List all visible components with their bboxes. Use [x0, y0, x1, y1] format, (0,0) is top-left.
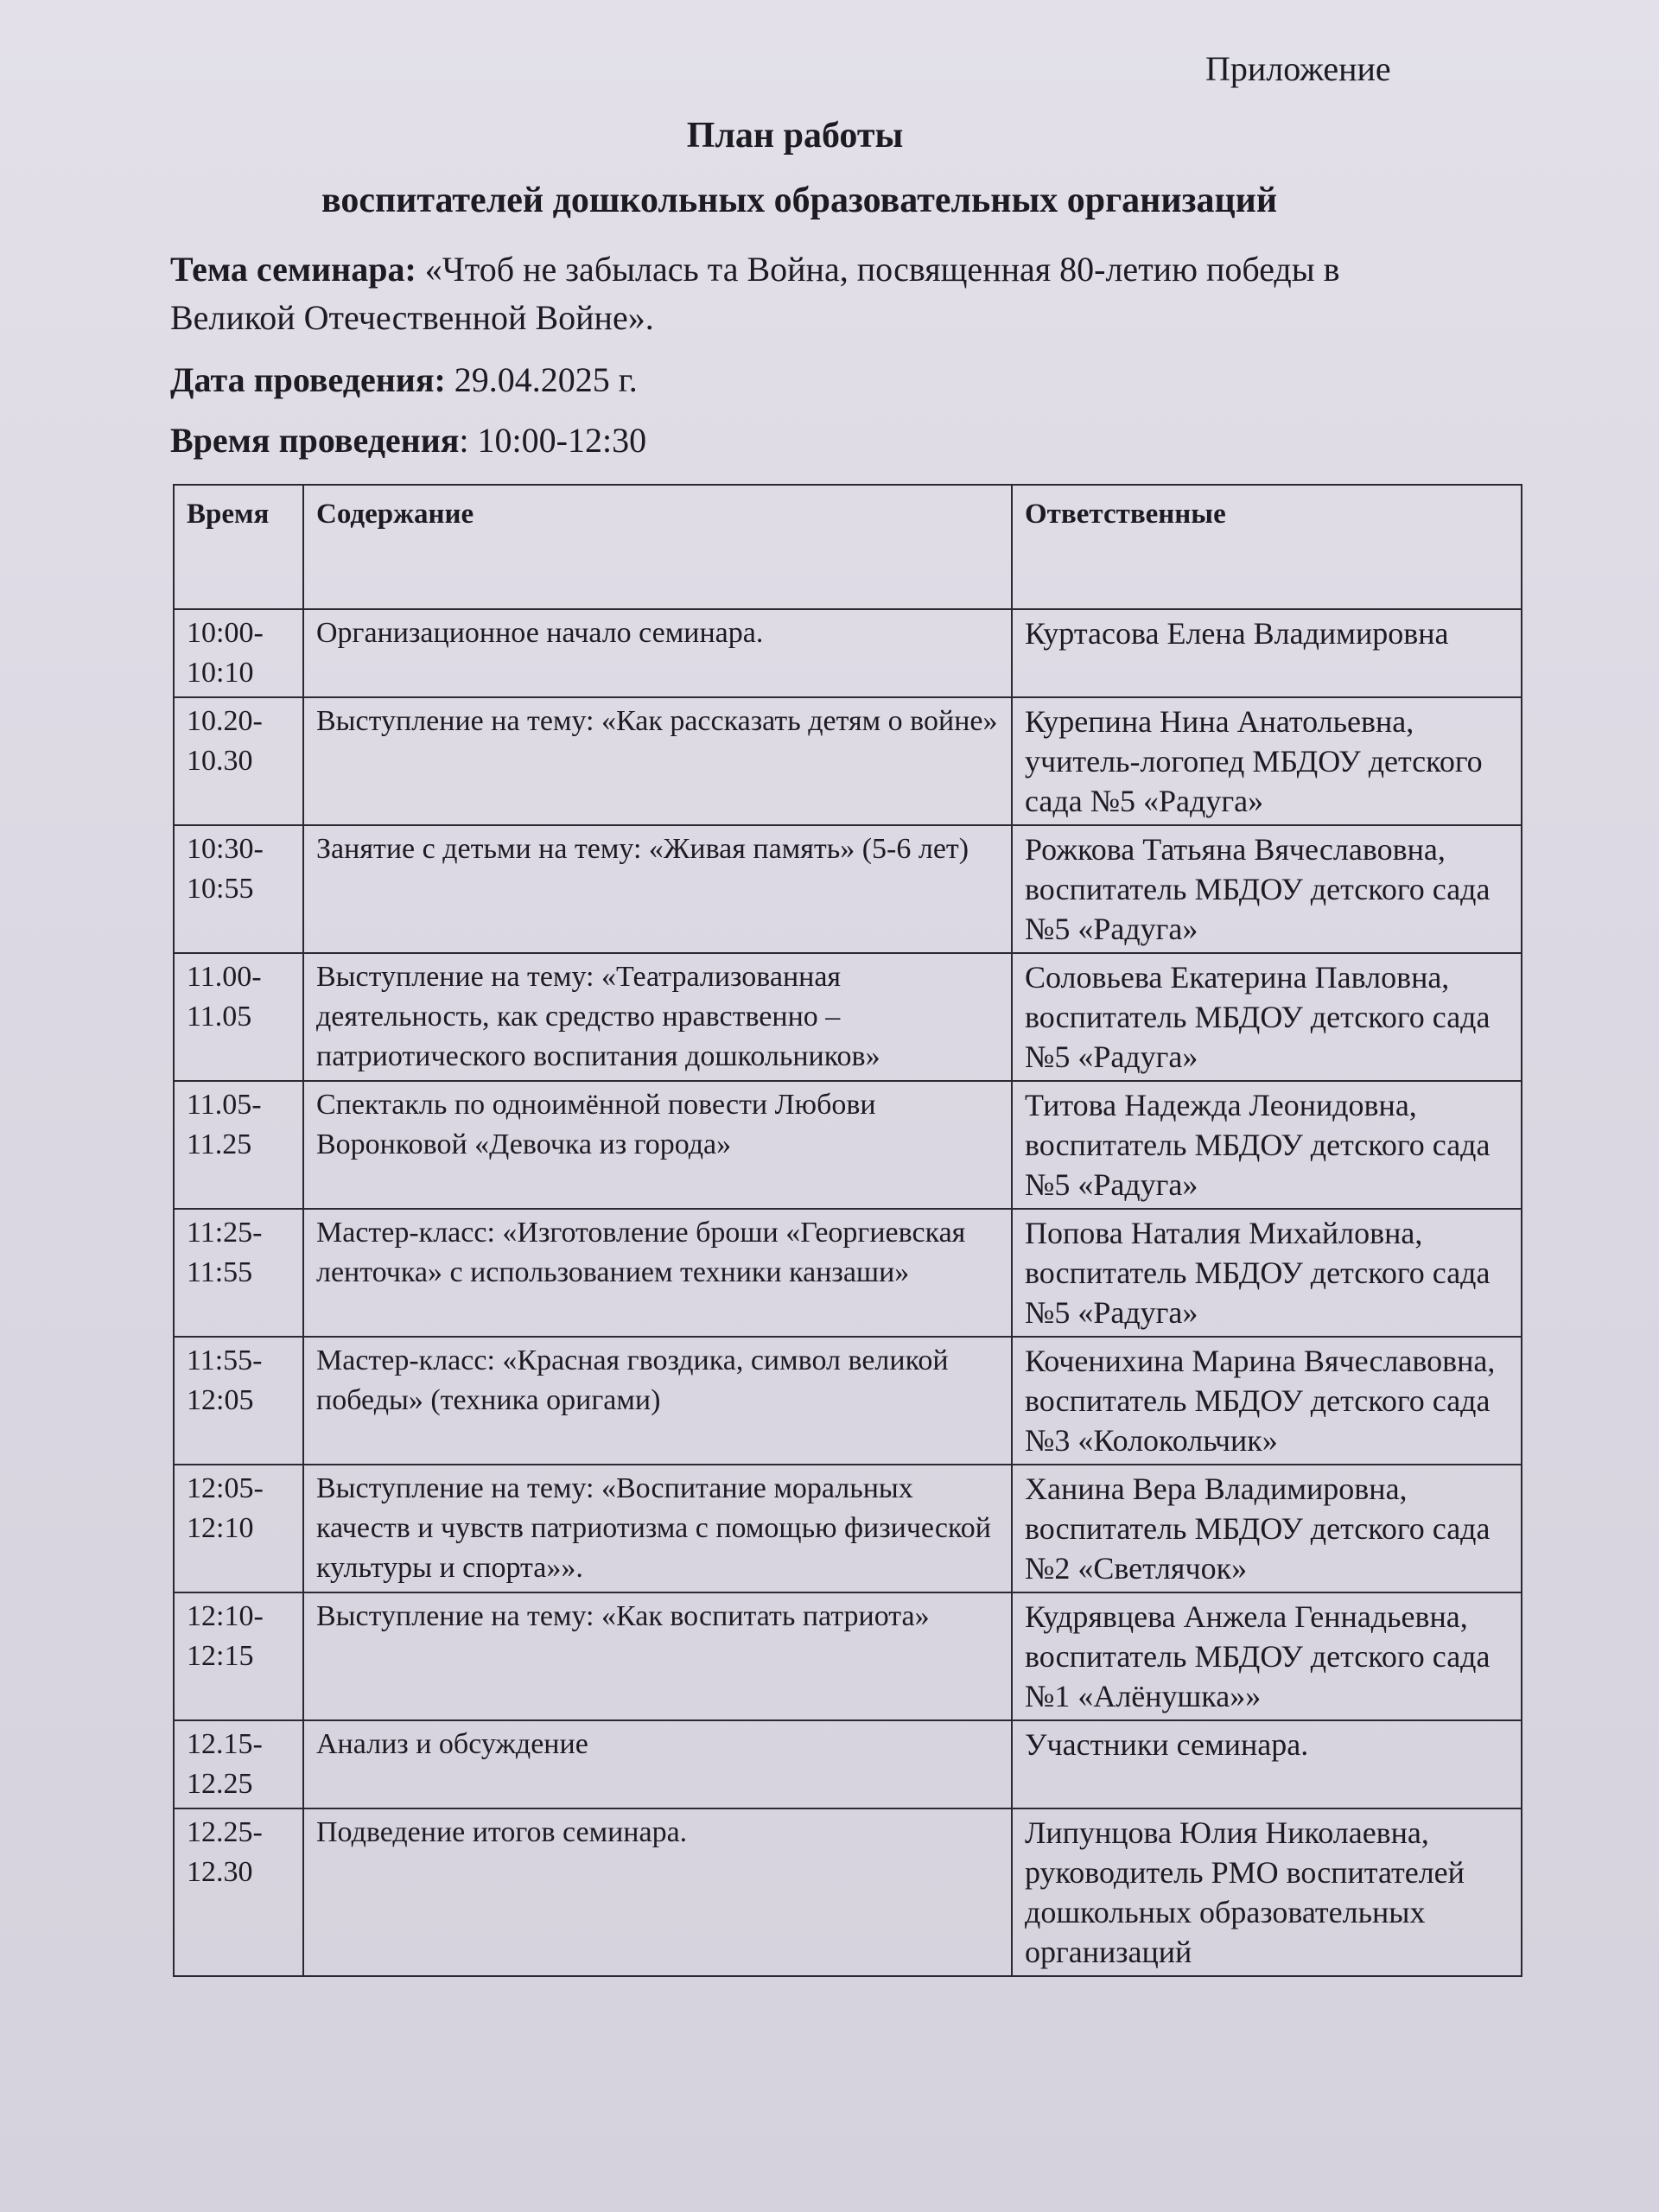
row-responsible: Курепина Нина Анатольевна, учитель-логопед МБДОУ детского сада №5 «Радуга»: [1012, 697, 1522, 825]
column-header-responsible: Ответственные: [1012, 485, 1522, 609]
row-time: 11:55-12:05: [174, 1337, 303, 1465]
row-content: Мастер-класс: «Красная гвоздика, символ великой победы» (техника оригами): [303, 1337, 1012, 1465]
table-row: [174, 697, 1522, 825]
row-time: 12.25-12.30: [174, 1808, 303, 1976]
row-time: 11:25-11:55: [174, 1209, 303, 1337]
row-responsible: Ханина Вера Владимировна, воспитатель МБДОУ детского сада №2 «Светлячок»: [1012, 1465, 1522, 1592]
row-responsible: Соловьева Екатерина Павловна, воспитатель МБДОУ детского сада №5 «Радуга»: [1012, 953, 1522, 1081]
seminar-time: [170, 416, 646, 465]
row-content: Спектакль по одноимённой повести Любови Воронковой «Девочка из города»: [303, 1081, 1012, 1209]
row-content: Выступление на тему: «Воспитание моральных качеств и чувств патриотизма с помощью физической культуры и спорта»».: [303, 1465, 1012, 1592]
row-time: 11.05-11.25: [174, 1081, 303, 1209]
row-responsible: Куртасова Елена Владимировна: [1012, 609, 1522, 697]
seminar-date-label: Дата проведения:: [170, 360, 446, 399]
row-responsible: Титова Надежда Леонидовна, воспитатель МБДОУ детского сада №5 «Радуга»: [1012, 1081, 1522, 1209]
row-responsible: Коченихина Марина Вячеславовна, воспитатель МБДОУ детского сада №3 «Колокольчик»: [1012, 1337, 1522, 1465]
document-subtitle: воспитателей дошкольных образовательных организаций: [321, 181, 1278, 220]
row-content: Подведение итогов семинара.: [303, 1808, 1012, 1976]
table-header-row: [174, 485, 1522, 609]
seminar-time-label: Время проведения: [170, 421, 460, 460]
appendix-label: Приложение: [1205, 49, 1391, 88]
row-time: 10:30-10:55: [174, 825, 303, 953]
row-responsible: Кудрявцева Анжела Геннадьевна, воспитатель МБДОУ детского сада №1 «Алёнушка»»: [1012, 1592, 1522, 1720]
row-content: Организационное начало семинара.: [303, 609, 1012, 697]
row-content: Выступление на тему: «Как рассказать детям о войне»: [303, 697, 1012, 825]
row-time: 12.15-12.25: [174, 1720, 303, 1808]
table-row: [174, 1808, 1522, 1976]
row-content: Выступление на тему: «Как воспитать патриота»: [303, 1592, 1012, 1720]
column-header-content: Содержание: [303, 485, 1012, 609]
row-responsible: Участники семинара.: [1012, 1720, 1522, 1808]
table-row: [174, 953, 1522, 1081]
column-header-time: Время: [174, 485, 303, 609]
row-content: Выступление на тему: «Театрализованная деятельность, как средство нравственно – патриотического воспитания дошкольников»: [303, 953, 1012, 1081]
table-row: [174, 1337, 1522, 1465]
row-responsible: Рожкова Татьяна Вячеславовна, воспитатель МБДОУ детского сада №5 «Радуга»: [1012, 825, 1522, 953]
table-row: [174, 1209, 1522, 1337]
table-row: [174, 1720, 1522, 1808]
row-time: 10:00-10:10: [174, 609, 303, 697]
seminar-date-value: 29.04.2025 г.: [445, 360, 638, 399]
row-content: Мастер-класс: «Изготовление броши «Георгиевская ленточка» с использованием техники канзаши»: [303, 1209, 1012, 1337]
seminar-date: [170, 356, 638, 404]
table-row: [174, 1081, 1522, 1209]
row-responsible: Попова Наталия Михайловна, воспитатель МБДОУ детского сада №5 «Радуга»: [1012, 1209, 1522, 1337]
row-time: 12:10-12:15: [174, 1592, 303, 1720]
table-row: [174, 1592, 1522, 1720]
seminar-time-value: : 10:00-12:30: [459, 421, 647, 460]
row-time: 10.20-10.30: [174, 697, 303, 825]
table-row: [174, 825, 1522, 953]
table-row: [174, 609, 1522, 697]
seminar-theme: [170, 245, 1449, 342]
seminar-theme-label: Тема семинара:: [170, 250, 416, 289]
row-content: Анализ и обсуждение: [303, 1720, 1012, 1808]
table-row: [174, 1465, 1522, 1592]
row-responsible: Липунцова Юлия Николаевна, руководитель РМО воспитателей дошкольных образовательных организаций: [1012, 1808, 1522, 1976]
row-time: 11.00-11.05: [174, 953, 303, 1081]
row-content: Занятие с детьми на тему: «Живая память» (5-6 лет): [303, 825, 1012, 953]
schedule-table: [173, 484, 1522, 1977]
seminar-theme-value: «Чтоб не забылась та Война, посвященная 80-летию победы в Великой Отечественной Войне».: [170, 250, 1340, 337]
document-title: План работы: [686, 116, 904, 156]
row-time: 12:05-12:10: [174, 1465, 303, 1592]
